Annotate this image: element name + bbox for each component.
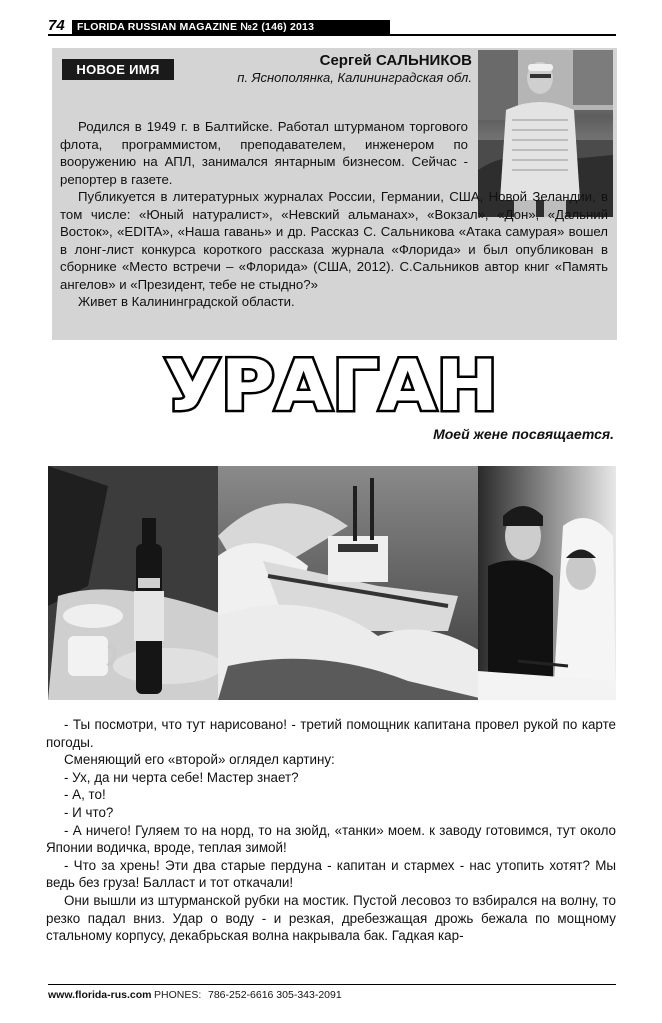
collage-image bbox=[48, 466, 616, 700]
title-text: УРАГАН bbox=[164, 348, 498, 418]
story-paragraph: Сменяющий его «второй» оглядел картину: bbox=[64, 752, 335, 768]
story-paragraph: - И что? bbox=[64, 804, 114, 820]
dedication: Моей жене посвящается. bbox=[433, 426, 614, 442]
author-name: Сергей САЛЬНИКОВ bbox=[319, 52, 472, 69]
magazine-title: FLORIDA RUSSIAN MAGAZINE №2 (146) 2013 bbox=[72, 20, 390, 34]
page-footer bbox=[48, 984, 616, 1002]
author-box bbox=[52, 48, 617, 340]
bio-paragraph: Публикуется в литературных журналах России, Германии, США, Новой Зеландии, в том числе: «Юный натуралист», «Невский альманах», «Вокзал», «Дон», «Дальний Восток», «EDITA», «Наша гавань» и др. Рассказ С. Сальникова «Атака самурая» вошел в лонг-лист конкурса короткого рассказа журнала «Флорида» и был опубликован в сборнике «Место встречи – «Флорида» (США, 2012). С.Сальников автор книг «Память ангелов» и «Президент, тебе не стыдно?» bbox=[60, 189, 608, 292]
footer-phones: 786-252-6616 305-343-2091 bbox=[208, 989, 342, 1001]
footer-phones-label: PHONES: bbox=[154, 989, 202, 1001]
page-header bbox=[48, 18, 616, 36]
story-paragraph: - Ух, да ни черта себе! Мастер знает? bbox=[64, 769, 299, 785]
story-paragraph: - А, то! bbox=[64, 787, 106, 803]
bio-paragraph: Родился в 1949 г. в Балтийске. Работал штурманом торгового флота, программистом, преподавателем, инженером по вооружению на АПЛ, занимался янтарным бизнесом. Сейчас - репортер в газете. bbox=[60, 119, 468, 187]
new-name-badge: НОВОЕ ИМЯ bbox=[62, 59, 174, 80]
bio-paragraph: Живет в Калининградской области. bbox=[78, 294, 295, 309]
article-title bbox=[160, 348, 502, 418]
article-illustration bbox=[48, 466, 616, 700]
story-paragraph: - Что за хрень! Эти два старые пердуна - капитан и стармех - нас утопить хотят? Мы ведь без груза! Балласт и тот откачали! bbox=[46, 857, 616, 891]
story-paragraph: - Ты посмотри, что тут нарисовано! - третий помощник капитана провел рукой по карте погоды. bbox=[46, 717, 616, 750]
article-body bbox=[46, 716, 616, 945]
page-number: 74 bbox=[48, 17, 65, 34]
story-paragraph: - А ничего! Гуляем то на норд, то на зюйд, «танки» моем. к заводу готовимся, тут около Японии водичка, вроде, теплая зимой! bbox=[46, 822, 616, 856]
author-location: п. Яснополянка, Калининградская обл. bbox=[237, 70, 472, 85]
story-paragraph: Они вышли из штурманской рубки на мостик. Пустой лесовоз то взбирался на волну, то резко падал вниз. Удар о воду - и резкая, дребезжащая дрожь бежала по мощному стальному корпусу, декабрьская волна накрывала бак. Гадкая кар- bbox=[46, 892, 616, 944]
author-bio bbox=[60, 118, 608, 311]
footer-url: www.florida-rus.com bbox=[48, 989, 152, 1001]
